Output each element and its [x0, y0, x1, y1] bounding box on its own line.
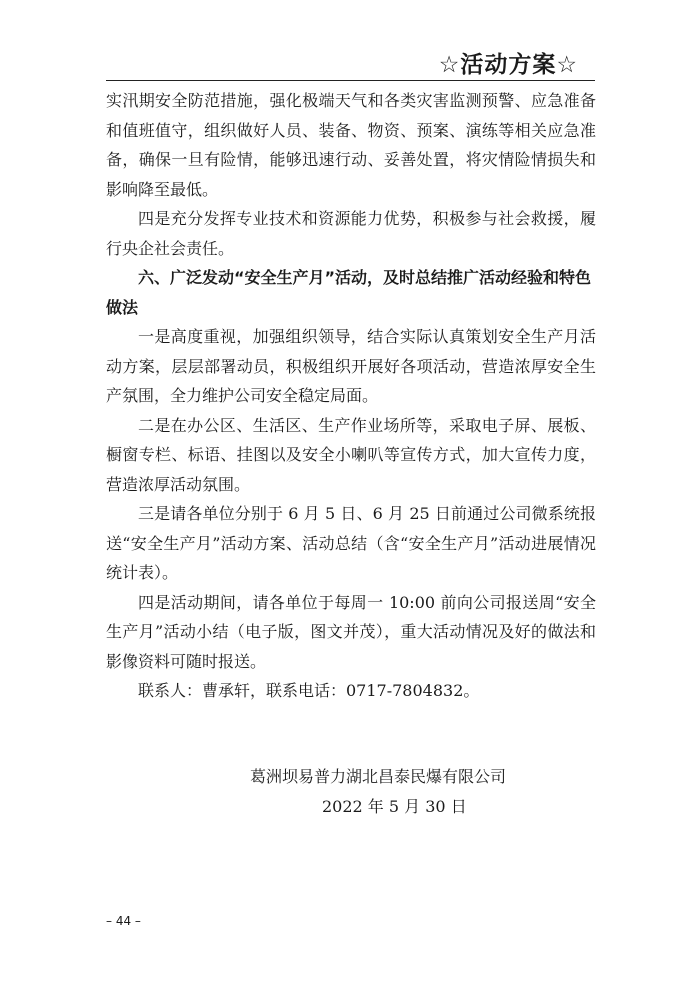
paragraph-social-rescue: 四是充分发挥专业技术和资源能力优势，积极参与社会救援，履行央企社会责任。	[106, 209, 596, 258]
signature-block	[250, 762, 506, 822]
section-heading-6: 六、广泛发动“安全生产月”活动，及时总结推广活动经验和特色做法	[106, 268, 592, 317]
paragraph-item-4: 四是活动期间，请各单位于每周一 10:00 前向公司报送周“安全生产月”活动小结（电子版，图文并茂），重大活动情况及好的做法和影像资料可随时报送。	[106, 592, 596, 671]
contact-line: 联系人：曹承轩，联系电话：0717-7804832。	[138, 681, 480, 700]
signature-organization: 葛洲坝易普力湖北昌泰民爆有限公司	[250, 767, 507, 786]
header-rule	[106, 80, 595, 81]
paragraph-item-2: 二是在办公区、生活区、生产作业场所等，采取电子屏、展板、橱窗专栏、标语、挂图以及安全小喇叭等宣传方式，加大宣传力度，营造浓厚活动氛围。	[106, 415, 596, 494]
paragraph-item-1: 一是高度重视，加强组织领导，结合实际认真策划安全生产月活动方案，层层部署动员，积极组织开展好各项活动，营造浓厚安全生产氛围，全力维护公司安全稳定局面。	[106, 327, 596, 405]
header-title: ☆活动方案☆	[438, 52, 578, 78]
paragraph-item-3: 三是请各单位分别于 6 月 5 日、6 月 25 日前通过公司微系统报送“安全生产月”活动方案、活动总结（含“安全生产月”活动进展情况统计表）。	[106, 504, 596, 582]
document-body	[106, 86, 596, 706]
signature-date: 2022 年 5 月 30 日	[322, 797, 467, 816]
paragraph-continued: 实汛期安全防范措施，强化极端天气和各类灾害监测预警、应急准备和值班值守，组织做好人员、装备、物资、预案、演练等相关应急准备，确保一旦有险情，能够迅速行动、妥善处置，将灾情险情损失和影响降至最低。	[106, 91, 596, 199]
page-number: – 44 –	[106, 914, 141, 928]
